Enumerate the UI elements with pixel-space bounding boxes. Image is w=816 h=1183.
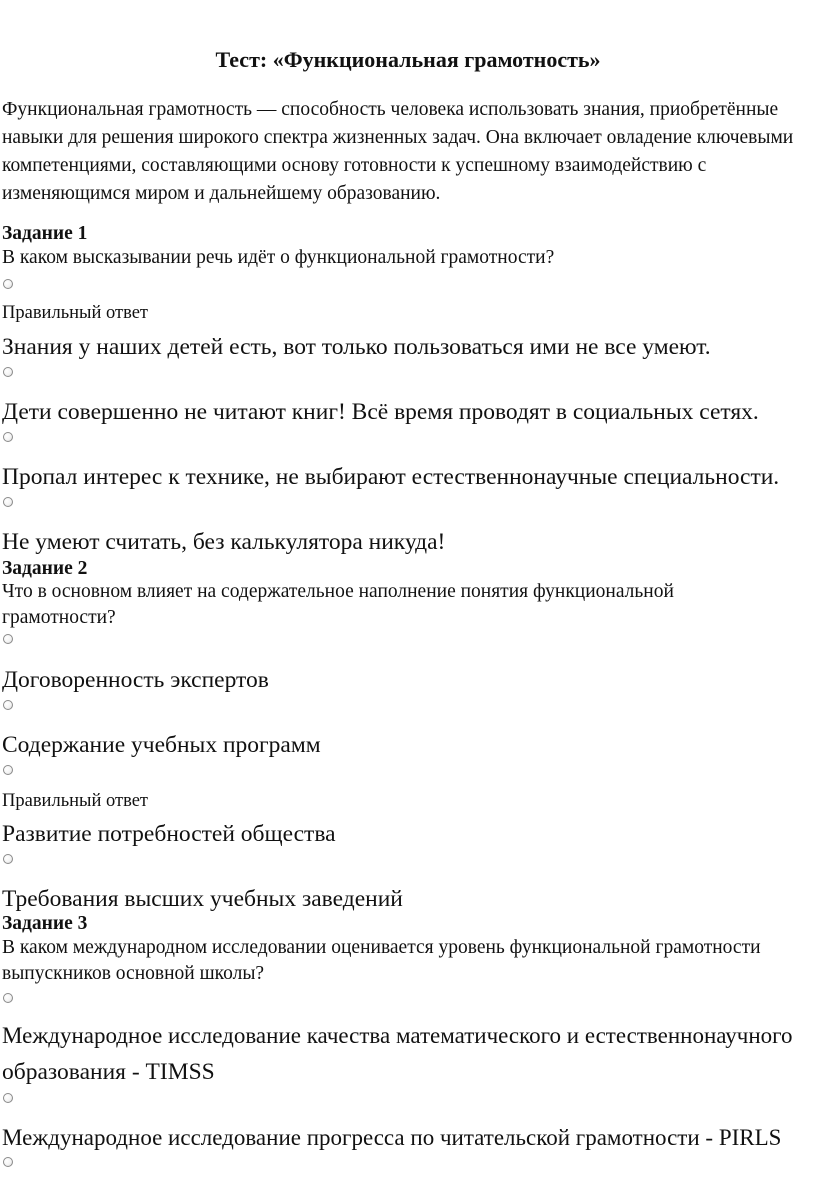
task-1-answer-2: Дети совершенно не читают книг! Всё время проводят в социальных сетях.	[2, 399, 759, 425]
page-title: Тест: «Функциональная грамотность»	[215, 47, 601, 72]
task-3-answer-2: Международное исследование прогресса по читательской грамотности - PIRLS	[2, 1125, 782, 1150]
task-1-answer-3: Пропал интерес к технике, не выбирают естественнонаучные специальности.	[2, 464, 780, 490]
task-3-answer-1-line-2: образования - TIMSS	[2, 1059, 215, 1085]
task-3-question: В каком международном исследовании оценивается уровень функциональной грамотности выпускников основной школы?	[2, 937, 761, 984]
task-1-radio-option-3[interactable]	[3, 432, 13, 442]
task-3-radio-option-3[interactable]	[3, 1157, 13, 1167]
task-1-radio-option-1[interactable]	[3, 279, 13, 289]
task-2-answer-4: Требования высших учебных заведений	[2, 886, 403, 912]
task-2-answer-2: Содержание учебных программ	[2, 732, 321, 758]
task-2-answer-1: Договоренность экспертов	[2, 667, 269, 693]
task-1-correct-answer-label: Правильный ответ	[2, 303, 148, 323]
task-3-radio-option-2[interactable]	[3, 1093, 13, 1103]
task-2-radio-option-1[interactable]	[3, 634, 13, 644]
task-3-radio-option-1[interactable]	[3, 993, 13, 1003]
task-3-heading: Задание 3	[2, 913, 88, 934]
task-2-heading: Задание 2	[2, 558, 88, 579]
task-1-heading: Задание 1	[2, 223, 88, 244]
task-2-radio-option-2[interactable]	[3, 700, 13, 710]
task-2-radio-option-3[interactable]	[3, 765, 13, 775]
task-1-radio-option-2[interactable]	[3, 367, 13, 377]
intro-paragraph: Функциональная грамотность — способность человека использовать знания, приобретённые навыки для решения широкого спектра жизненных задач. Она включает овладение ключевыми компетенциями, составляющими основу готовности к успешному взаимодействию с изменяющимся миром и дальнейшему образованию.	[2, 99, 794, 204]
task-2-answer-3: Развитие потребностей общества	[2, 821, 336, 847]
task-1-question: В каком высказывании речь идёт о функциональной грамотности?	[2, 247, 555, 268]
task-2-correct-answer-label: Правильный ответ	[2, 791, 148, 811]
task-1-radio-option-4[interactable]	[3, 497, 13, 507]
task-3-answer-1-line-1: Международное исследование качества математического и естественнонаучного	[2, 1023, 793, 1048]
task-1-answer-1: Знания у наших детей есть, вот только пользоваться ими не все умеют.	[2, 334, 711, 360]
task-2-question: Что в основном влияет на содержательное наполнение понятия функциональной грамотности?	[2, 581, 674, 628]
task-2-radio-option-4[interactable]	[3, 854, 13, 864]
task-1-answer-4: Не умеют считать, без калькулятора никуда!	[2, 529, 446, 555]
